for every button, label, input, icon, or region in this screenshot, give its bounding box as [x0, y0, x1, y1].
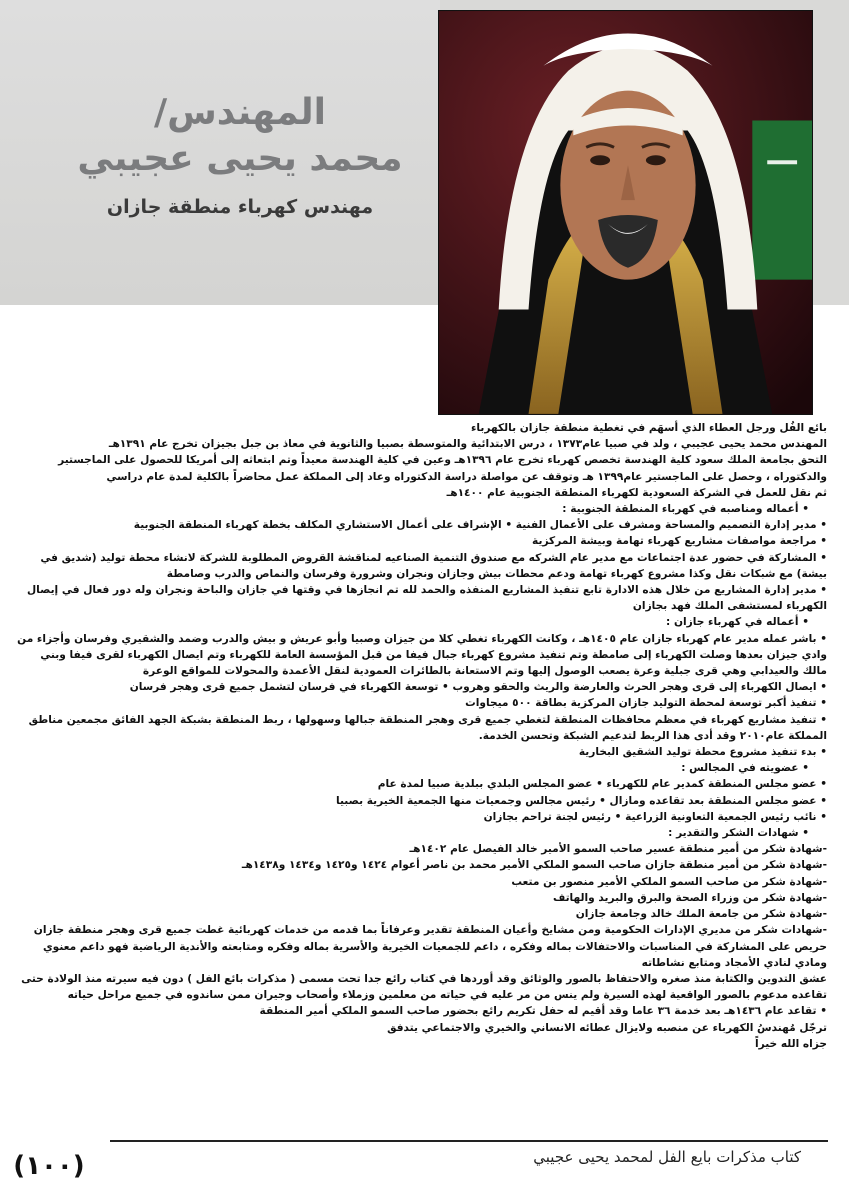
title-line-2: محمد يحيى عجيبي — [77, 138, 403, 179]
bio-list-item: • نائب رئيس الجمعية التعاونية الزراعية • رئيس لجنة تراحم بجازان — [483, 810, 827, 823]
bio-list-item: • تنفيذ مشاريع كهرباء في معظم محافظات المنطقة لتغطي جميع قرى وهجر المنطقة جبالها وسهولها ، ربط المنطقة بشبكة الجهد الفائق مجمعين مناطق المملكة عام٢٠١٠ وقد أدى هذا الربط لتدعيم الشبكة وتحسن الخدمة. — [28, 713, 827, 742]
bio-paragraph: ثم نقل للعمل في الشركة السعودية لكهرباء المنطقة الجنوبية عام ١٤٠٠هـ — [446, 486, 827, 499]
footer-book-title: كتاب مذكرات بايع الفل لمحمد يحيى عجيبي — [533, 1148, 801, 1166]
certificate-item: -شهادة شكر من صاحب السمو الملكي الأمير منصور بن متعب — [511, 875, 827, 888]
page-number: (١٠٠) — [13, 1151, 85, 1181]
section-heading-certificates: • شهادات الشكر والتقدير : — [14, 825, 827, 841]
footer-divider — [110, 1140, 828, 1142]
bio-list-item: • ايصال الكهرباء إلى قرى وهجر الحرث والعارضة والريث والحقو وهروب • توسعة الكهرباء في فرسان لتشمل جميع قرى وهجر فرسان — [129, 681, 827, 694]
certificate-item: -شهادات شكر من مديري الإدارات الحكومية ومن مشايخ وأعيان المنطقة تقدير وعرفاناً بما قدمه من خدمات كهربائية غطت جميع قرى وهجر منطقة جازان حريص على المشاركة في المناسبات والاحتفالات بماله وفكره ، داعم للجمعيات الخيرية والأسرية بماله وفكره ومتابعته والأندية الرياضية فهو داعم معنوي ومادي لنادي الأمجاد ومتابع نشاطاته — [33, 924, 827, 969]
portrait-photo — [438, 10, 813, 415]
section-heading-southern-works: • أعماله ومناصبه في كهرباء المنطقة الجنوبية : — [14, 501, 827, 517]
certificate-item: -شهادة شكر من وزراء الصحة والبرق والبريد والهاتف — [552, 891, 827, 904]
section-heading-jazan-works: • أعماله في كهرباء جازان : — [14, 614, 827, 630]
certificate-item: -شهادة شكر من أمير منطقة جازان صاحب السمو الملكي الأمير محمد بن ناصر أعوام ١٤٢٤ و١٤٢٥ و١٤٣٤ و١٤٣٨هـ — [241, 859, 827, 872]
bio-paragraph: عشق التدوين والكتابة منذ صغره والاحتفاظ بالصور والوثائق وقد أوردها في كتاب رائع جدا تحت مسمى ( مذكرات بائع الفل ) دون فيه سيرته منذ الولادة حتى تقاعده مدعوم بالصور الواقعية لهذه السيرة ولم ينس من مر عليه في حياته من معلمين وزملاء وأصحاب وجيران ممن ساندوه في جميع مراحل حياته — [21, 972, 827, 1002]
bio-list-item: • مدير إدارة المشاريع من خلال هذه الادارة تابع تنفيذ المشاريع المنفذه والحمد لله تم انجازها في وقتها في جازان والباحة ونجران وله دور فعال في إيصال الكهرباء لمستشفى الملك فهد بجازان — [26, 584, 827, 613]
bio-list-item: • عضو مجلس المنطقة كمدير عام للكهرباء • عضو المجلس البلدي ببلدية صبيا لمدة عام — [377, 778, 827, 791]
title-block — [60, 90, 420, 218]
bio-paragraph: التحق بجامعة الملك سعود كلية الهندسة تخصص كهرباء تخرج عام ١٣٩٦هـ وعين في كلية الهندسة معيداً وتم ابتعاثه إلى أمريكا للحصول على الماجستير والدكتوراه ، وحصل على الماجستير عام١٣٩٩ هـ وتوقف عن مواصلة دراسة الدكتوراه وعاد إلى المملكة عمل محاضراً بالكلية لمدة عام دراسي — [58, 454, 827, 483]
bio-list-item: • مراجعة مواصفات مشاريع كهرباء تهامة وبيشة المركزية — [532, 535, 827, 548]
bio-list-item: • تنفيذ أكبر توسعة لمحطة التوليد جازان المركزية بطاقة ٥٠٠ ميجاوات — [465, 697, 827, 710]
bio-closing: جزاه الله خيراً — [754, 1037, 827, 1050]
bio-list-item: • مدير إدارة التصميم والمساحة ومشرف على الأعمال الفنية • الإشراف على أعمال الاستشاري المكلف بخطة كهرباء المنطقة الجنوبية — [133, 519, 827, 532]
bio-intro: بائع الفُل ورجل العطاء الذي أسهَم في تغطية منطقة جازان بالكهرباء — [471, 422, 827, 434]
subtitle: مهندس كهرباء منطقة جازان — [106, 196, 374, 218]
certificate-item: -شهادة شكر من أمير منطقة عسير صاحب السمو الأمير خالد الفيصل عام ١٤٠٢هـ — [409, 843, 827, 856]
bio-list-item: • المشاركة في حضور عدة اجتماعات مع مدير عام الشركه مع صندوق التنمية الصناعيه لمناقشة القروض المطلوبة للشركة لانشاء محطة توليد (شديق في بيشة) مع شبكات نقل وكذا مشروع كهرباء تهامة ودعم محطات بيش وجازان ونجران وشرورة وفرسان والنماص والدرب وصامطة — [40, 551, 827, 580]
bio-paragraph: المهندس محمد يحيى عجيبي ، ولد في صبيا عام١٣٧٣ ، درس الابتدائية والمتوسطة بصبيا والثانوية في معاذ بن جبل بجيزان تخرج عام ١٣٩١هـ — [108, 438, 827, 451]
certificate-item: -شهادة شكر من جامعة الملك خالد وجامعة جازان — [575, 908, 827, 921]
title-line-1: المهندس/ — [153, 92, 327, 133]
biography-text — [14, 420, 827, 1132]
bio-paragraph: ترجّل مُهندسُ الكهرباء عن منصبه ولايزال عطائه الانساني والخيري والاجتماعي يتدفق — [387, 1021, 827, 1034]
bio-list-item: • عضو مجلس المنطقة بعد تقاعده ومازال • رئيس مجالس وجمعيات منها الجمعية الخيرية بصبيا — [336, 794, 827, 807]
section-heading-councils: • عضويته في المجالس : — [14, 760, 827, 776]
bio-list-item: • باشر عمله مدير عام كهرباء جازان عام ١٤٠٥هـ ، وكانت الكهرباء تغطي كلا من جيزان وصبيا وأبو عريش و بيش والدرب وضمد والشقيري وفرسان وأجزاء من وادي جيزان بعدها وصلت الكهرباء إلى صامطة وتم تنفيذ مشروع كهرباء جبال فيفا من قبل المؤسسة العامة للكهرباء وتم ايصال الكهرباء لقرى فيفا وبني مالك والعيدابي وهي قرى جبلية وعرة يصعب الوصول إليها وتم الاستعانة بالطائرات العمودية لنقل الأعمدة والمحولات للمواقع الوعرة — [17, 632, 827, 678]
portrait-illustration — [439, 11, 812, 414]
bio-list-item: • تقاعد عام ١٤٣٦هـ بعد خدمة ٣٦ عاما وقد أقيم له حفل تكريم رائع بحضور صاحب السمو الملكي أمير المنطقة — [259, 1005, 827, 1018]
bio-list-item: • بدء تنفيذ مشروع محطة توليد الشقيق البخارية — [578, 746, 827, 759]
